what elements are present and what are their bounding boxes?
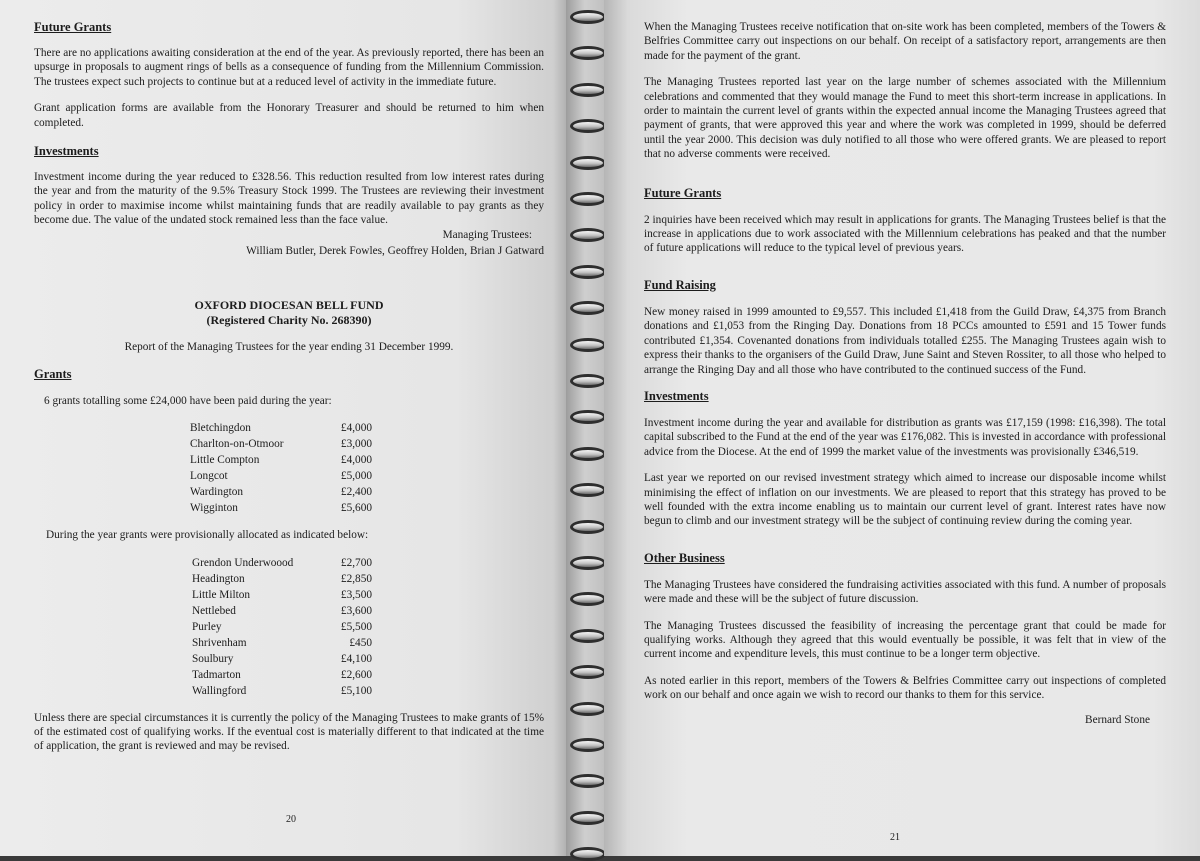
table-row: Nettlebed £3,600 [192, 604, 372, 617]
binding-ring [570, 520, 606, 534]
charity-number: (Registered Charity No. 268390) [206, 312, 372, 327]
table-row: Charlton-on-Otmoor £3,000 [190, 438, 372, 451]
table-row: Little Compton £4,000 [190, 454, 372, 467]
application-forms-paragraph: Grant application forms are available from the Honorary Treasurer and should be returned to him when completed. [34, 102, 544, 129]
investment-income-paragraph: Investment income during the year and available for distribution as grants was £17,159 (1998: £16,398). The total capital subscribed to the Fund at the end of the year was £176,082. This is invested in accordance with professional advice from the Diocese. At the end of 1999 the market value of the investments was provisionally £346,519. [644, 416, 1166, 458]
binding-ring [570, 774, 606, 788]
table-row: Grendon Underwoood £2,700 [192, 556, 372, 569]
millennium-paragraph: The Managing Trustees reported last year on the large number of schemes associated with the Millennium celebrations and commented that they would manage the Fund to meet this short-term increase in applications. In order to maintain the current level of grants within the expected annual income the Managing Trustees agreed that payment of grants, that were approved this year and where the work was completed in 1999, should be deferred until the year 2000. This decision was duly notified to all those who were offered grants. We are pleased to report that no adverse comments were received. [644, 76, 1166, 161]
binding-ring [570, 46, 606, 60]
signature-name: Bernard Stone [1085, 713, 1150, 726]
table-row: Wardington £2,400 [190, 486, 372, 499]
right-page [604, 0, 1200, 856]
table-row: Soulbury £4,100 [192, 652, 372, 665]
table-row: Wigginton £5,600 [190, 502, 372, 515]
binding-ring [570, 665, 606, 679]
fundraising-activities-paragraph: The Managing Trustees have considered the fundraising activities associated with this fund. A number of proposals were made and these will be the subject of future discussion. [644, 578, 1166, 606]
table-row: Wallingford £5,100 [192, 684, 372, 697]
future-grants-heading: Future Grants [34, 20, 112, 34]
future-grants-heading-right: Future Grants [644, 185, 722, 200]
binding-ring [570, 410, 606, 424]
table-row: Little Milton £3,500 [192, 588, 372, 601]
report-line: Report of the Managing Trustees for the year ending 31 December 1999. [124, 341, 454, 354]
binding-ring [570, 228, 606, 242]
grants-allocated-intro: During the year grants were provisionally allocated as indicated below: [46, 529, 369, 542]
grants-paid-table [190, 420, 372, 516]
binding-ring [570, 447, 606, 461]
grants-policy-paragraph: Unless there are special circumstances it is currently the policy of the Managing Trustees to make grants of 15% of the estimated cost of qualifying works. If the eventual cost is materially different to that indicated at the time of application, the grant is reviewed and may be revised. [34, 711, 544, 753]
signoff-label: Managing Trustees: [442, 228, 532, 241]
future-grants-paragraph-right: 2 inquiries have been received which may result in applications for grants. The Managing Trustees belief is that the increase in applications due to work associated with the Millennium celebrations has peaked and that the number of future applications will reduce to the typical level of previous years. [644, 213, 1166, 255]
binding-ring [570, 192, 606, 206]
binding-ring [570, 592, 606, 606]
left-page [0, 0, 570, 856]
thanks-paragraph: As noted earlier in this report, members of the Towers & Belfries Committee carry out inspections of completed work on our behalf and once again we wish to record our thanks to them for this service. [644, 674, 1166, 702]
fund-title: OXFORD DIOCESAN BELL FUND [194, 298, 384, 313]
page-number-left: 20 [286, 814, 296, 825]
grants-allocated-table [192, 555, 372, 699]
binding-ring [570, 738, 606, 752]
grants-heading: Grants [34, 366, 72, 381]
binding-ring [570, 156, 606, 170]
signoff-names: William Butler, Derek Fowles, Geoffrey Holden, Brian J Gatward [246, 245, 544, 258]
table-row: Purley £5,500 [192, 620, 372, 633]
binding-ring [570, 265, 606, 279]
binding-ring [570, 483, 606, 497]
binding-ring [570, 374, 606, 388]
investments-heading-right: Investments [644, 388, 709, 403]
binding-ring [570, 10, 606, 24]
binding-ring [570, 556, 606, 570]
binding-ring [570, 629, 606, 643]
binding-ring [570, 338, 606, 352]
investments-paragraph: Investment income during the year reduced to £328.56. This reduction resulted from low interest rates during the year and from the maturity of the 9.5% Treasury Stock 1999. The Trustees are reviewing their investment policy in order to maximise income whilst maintaining funds that are readily available to pay grants as they become due. The value of the undated stock remained less than the face value. [34, 171, 544, 227]
percentage-grant-paragraph: The Managing Trustees discussed the feasibility of increasing the percentage grant that could be made for qualifying works. Although they agreed that this would eventually be possible, it was felt that in view of the current income and expenditure levels, this must continue to be a longer term objective. [644, 619, 1166, 661]
fund-raising-heading: Fund Raising [644, 277, 716, 292]
investment-strategy-paragraph: Last year we reported on our revised investment strategy which aimed to increase our disposable income whilst minimising the effect of inflation on our investments. We are pleased to report that this strategy has proved to be well founded with the extra income enabling us to maintain our current level of grant. Interest rates have now begun to climb and our investment strategy will be the subject of continuing review during the coming year. [644, 472, 1166, 528]
page-number-right: 21 [890, 832, 900, 843]
fund-raising-paragraph: New money raised in 1999 amounted to £9,557. This included £1,418 from the Guild Draw, £4,375 from Branch donations and £1,053 from the Ringing Day. Donations from 18 PCCs amounted to £591 and 15 Tower funds contributed £1,354. Covenanted donations from individuals totalled £255. The Managing Trustees again wish to express their thanks to the organisers of the Guild Draw, June Saint and Steven Rossiter, to all those who helped to arrange the Ringing Day and all those who have contributed to the continued success of the Fund. [644, 305, 1166, 376]
binding-ring [570, 702, 606, 716]
binding-ring [570, 119, 606, 133]
binding-ring [570, 847, 606, 861]
binding-ring [570, 83, 606, 97]
other-business-heading: Other Business [644, 550, 725, 565]
grants-paid-intro: 6 grants totalling some £24,000 have been paid during the year: [44, 394, 332, 407]
future-grants-paragraph: There are no applications awaiting consideration at the end of the year. As previously reported, there has been an upsurge in proposals to augment rings of bells as a consequence of funding from the Millennium Commission. The trustees expect such projects to continue but at a reduced level of activity in the immediate future. [34, 47, 544, 88]
binding-ring [570, 301, 606, 315]
table-row: Tadmarton £2,600 [192, 668, 372, 681]
table-row: Headington £2,850 [192, 572, 372, 585]
binding-ring [570, 811, 606, 825]
inspection-paragraph: When the Managing Trustees receive notification that on-site work has been completed, members of the Towers & Belfries Committee carry out inspections on our behalf. On receipt of a satisfactory report, arrangements are then made for the payment of the grant. [644, 21, 1166, 62]
table-row: Shrivenham £450 [192, 636, 372, 649]
investments-heading: Investments [34, 144, 99, 159]
table-row: Longcot £5,000 [190, 470, 372, 483]
table-row: Bletchingdon £4,000 [190, 422, 372, 435]
